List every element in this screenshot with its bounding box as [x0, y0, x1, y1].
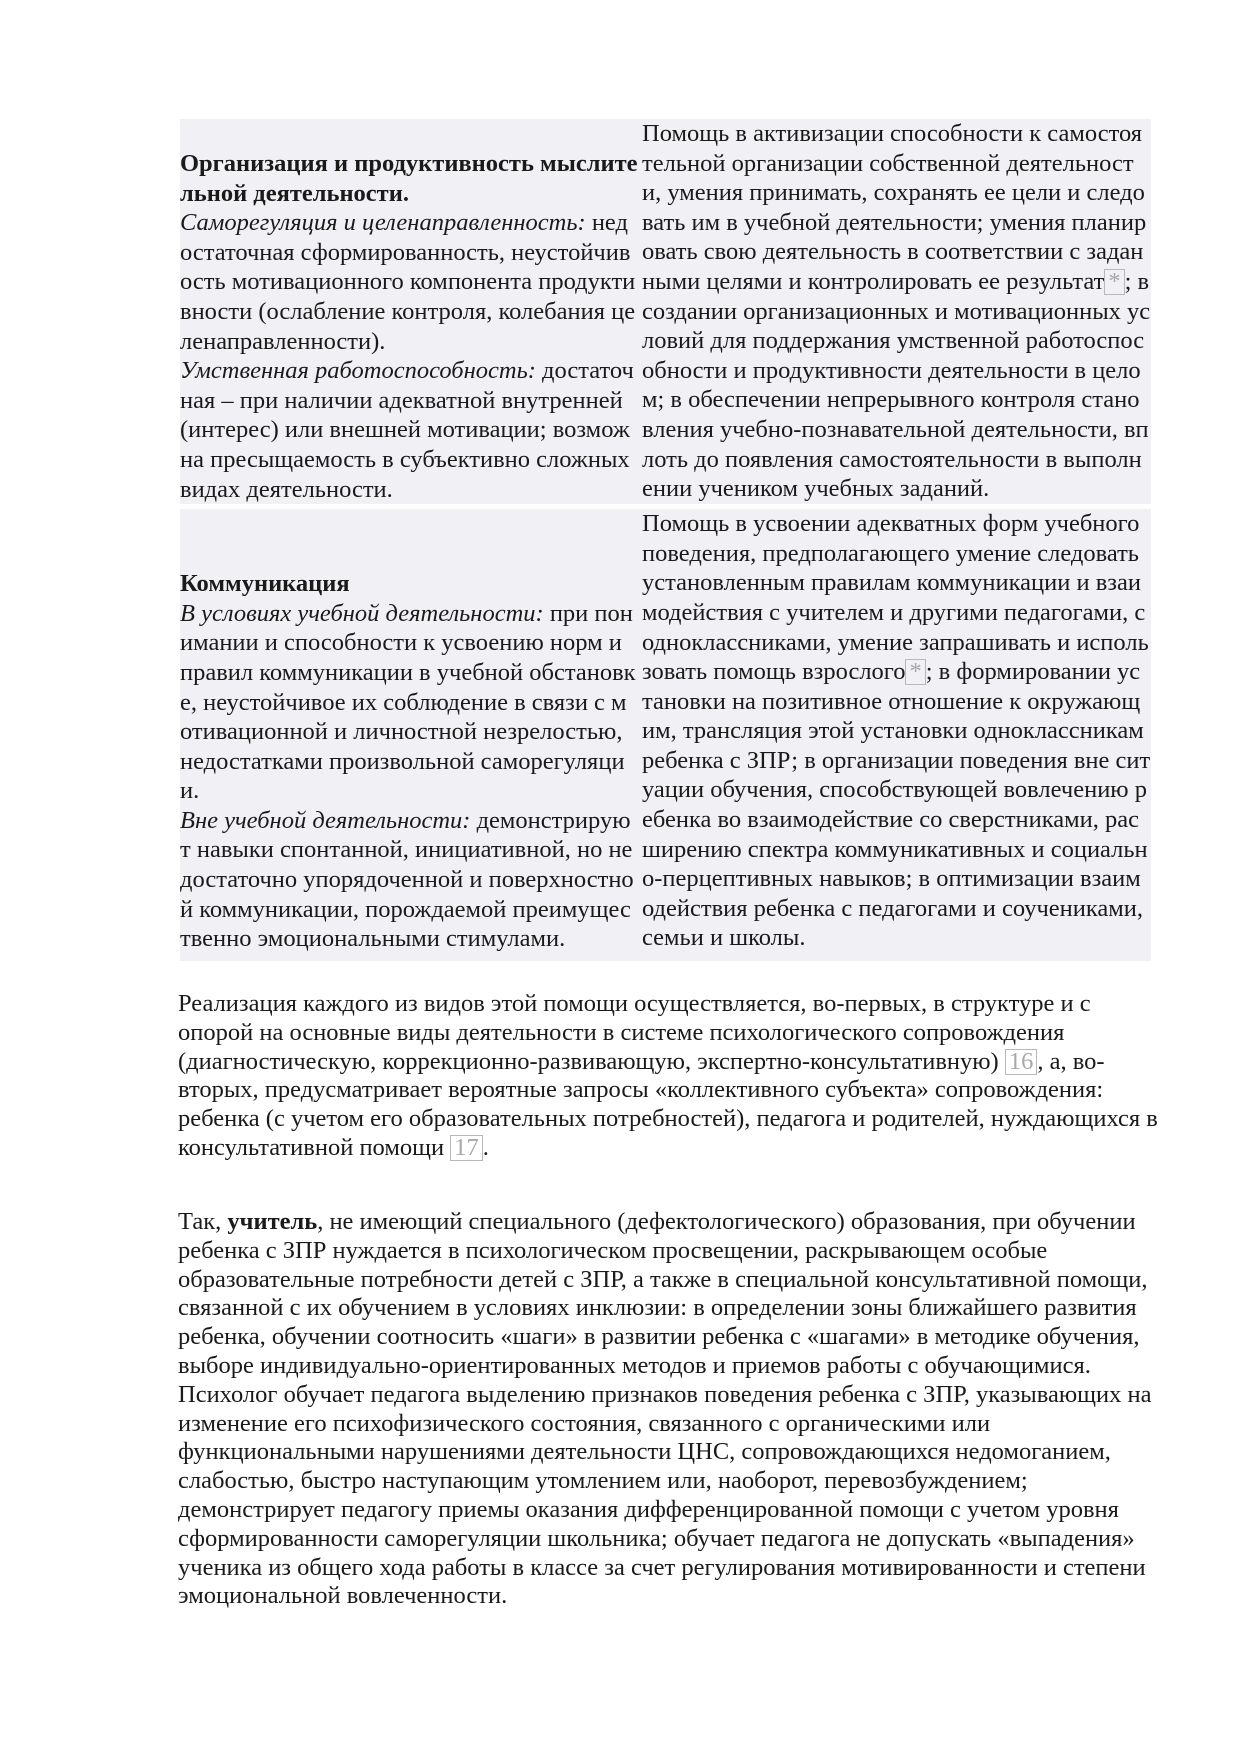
paragraph-text: Реализация каждого из видов этой помощи осуществляется, во-первых, в структуре и с опорой на основные виды деятельности в системе психологического сопровождения (диагностическую, коррекционно-развивающую, экспертно-консультативную): [178, 990, 1091, 1075]
cell-text: ; в создании организационных и мотивационных условий для поддержания умственной работоспособности и продуктивности деятельности в целом; в обеспечении непрерывного контроля становления учебно-познавательной деятельности, вплоть до появления самостоятельности в выполнении учеником учебных заданий.: [642, 267, 1151, 503]
body-paragraph: [178, 990, 1163, 1163]
table-cell-help: [638, 119, 1151, 504]
subheading-label: Умственная работоспособность:: [180, 357, 536, 385]
table-cell-difficulty: [180, 119, 638, 504]
emphasis-text: учитель: [227, 1208, 318, 1235]
paragraph-text: , не имеющий специального (дефектологического) образования, при обучении ребенка с ЗПР нуждается в психологическом просвещении, раскрывающем особые образовательные потребности детей с ЗПР, а также в специальной консультативной помощи, связанной с их обучением в условиях инклюзии: в определении зоны ближайшего развития ребенка, обучении соотносить «шаги» в развитии ребенка с «шагами» в методике обучения, выборе индивидуально-ориентированных методов и приемов работы с обучающимися. Психолог обучает педагога выделению признаков поведения ребенка с ЗПР, указывающих на изменение его психофизического состояния, связанного с органическими или функциональными нарушениями деятельности ЦНС, сопровождающихся недомоганием, слабостью, быстро наступающим утомлением или, наоборот, перевозбуждением; демонстрирует педагогу приемы оказания дифференцированной помощи с учетом уровня сформированности саморегуляции школьника; обучает педагога не допускать «выпадения» ученика из общего хода работы в классе за счет регулирования мотивированности и степени эмоциональной вовлеченности.: [178, 1208, 1152, 1610]
footnote-link[interactable]: *: [1104, 269, 1124, 295]
footnote-link[interactable]: *: [905, 659, 925, 685]
cell-text: Помощь в усвоении адекватных форм учебного поведения, предполагающего умение следовать установленным правилам коммуникации и взаимодействия с учителем и другими педагогами, с одноклассниками, умение запрашивать и использовать помощь взрослого: [642, 510, 1149, 686]
row-heading: Организация и продуктивность мыслительной деятельности.: [180, 150, 638, 207]
table-row: [180, 509, 1151, 961]
cell-text: достаточная – при наличии адекватной внутренней (интерес) или внешней мотивации; возможна пресыщаемость в субъективно сложных видах деятельности.: [180, 357, 634, 503]
citation-link[interactable]: 17: [450, 1135, 483, 1161]
cell-text: ; в формировании установки на позитивное отношение к окружающим, трансляция этой установки одноклассникам ребенка с ЗПР; в организации поведения вне ситуации обучения, способствующей вовлечению ребенка во взаимодействие со сверстниками, расширению спектра коммуникативных и социально-перцептивных навыков; в оптимизации взаимодействия ребенка с педагогами и соучениками, семьи и школы.: [642, 658, 1151, 952]
subheading-label: В условиях учебной деятельности:: [180, 599, 544, 627]
cell-text: недостаточная сформированность, неустойчивость мотивационного компонента продуктивности (ослабление контроля, колебания целенаправленности).: [180, 209, 636, 355]
cell-text: демонстрируют навыки спонтанной, инициативной, но недостаточно упорядоченной и поверхностной коммуникации, порождаемой преимущественно эмоциональными стимулами.: [180, 806, 634, 953]
table-cell-difficulty: [180, 509, 638, 961]
paragraph-text: Так,: [178, 1208, 228, 1235]
paragraph-text: , а, во-вторых, предусматривает вероятные запросы «коллективного субъекта» сопровождения: ребенка (с учетом его образовательных потребностей), педагога и родителей, нуждающихся в консультативной помощи: [178, 1047, 1158, 1161]
paragraph-text: .: [482, 1133, 489, 1161]
cell-text: Помощь в активизации способности к самостоятельной организации собственной деятельности, умения принимать, сохранять ее цели и следовать им в учебной деятельности; умения планировать свою деятельность в соответствии с заданными целями и контролировать ее результат: [642, 120, 1147, 295]
subheading-label: Вне учебной деятельности:: [180, 806, 471, 834]
body-paragraph: [178, 1208, 1163, 1611]
subheading-label: Саморегуляция и целенаправленность:: [180, 209, 586, 237]
row-heading: Коммуникация: [180, 570, 350, 598]
table-cell-help: [638, 509, 1151, 961]
cell-text: при понимании и способности к усвоению норм и правил коммуникации в учебной обстановке, неустойчивое их соблюдение в связи с мотивационной и личностной незрелостью, недостатками произвольной саморегуляции.: [180, 599, 636, 805]
table-row: [180, 119, 1151, 504]
support-table: [180, 119, 1151, 961]
citation-link[interactable]: 16: [1005, 1049, 1038, 1075]
